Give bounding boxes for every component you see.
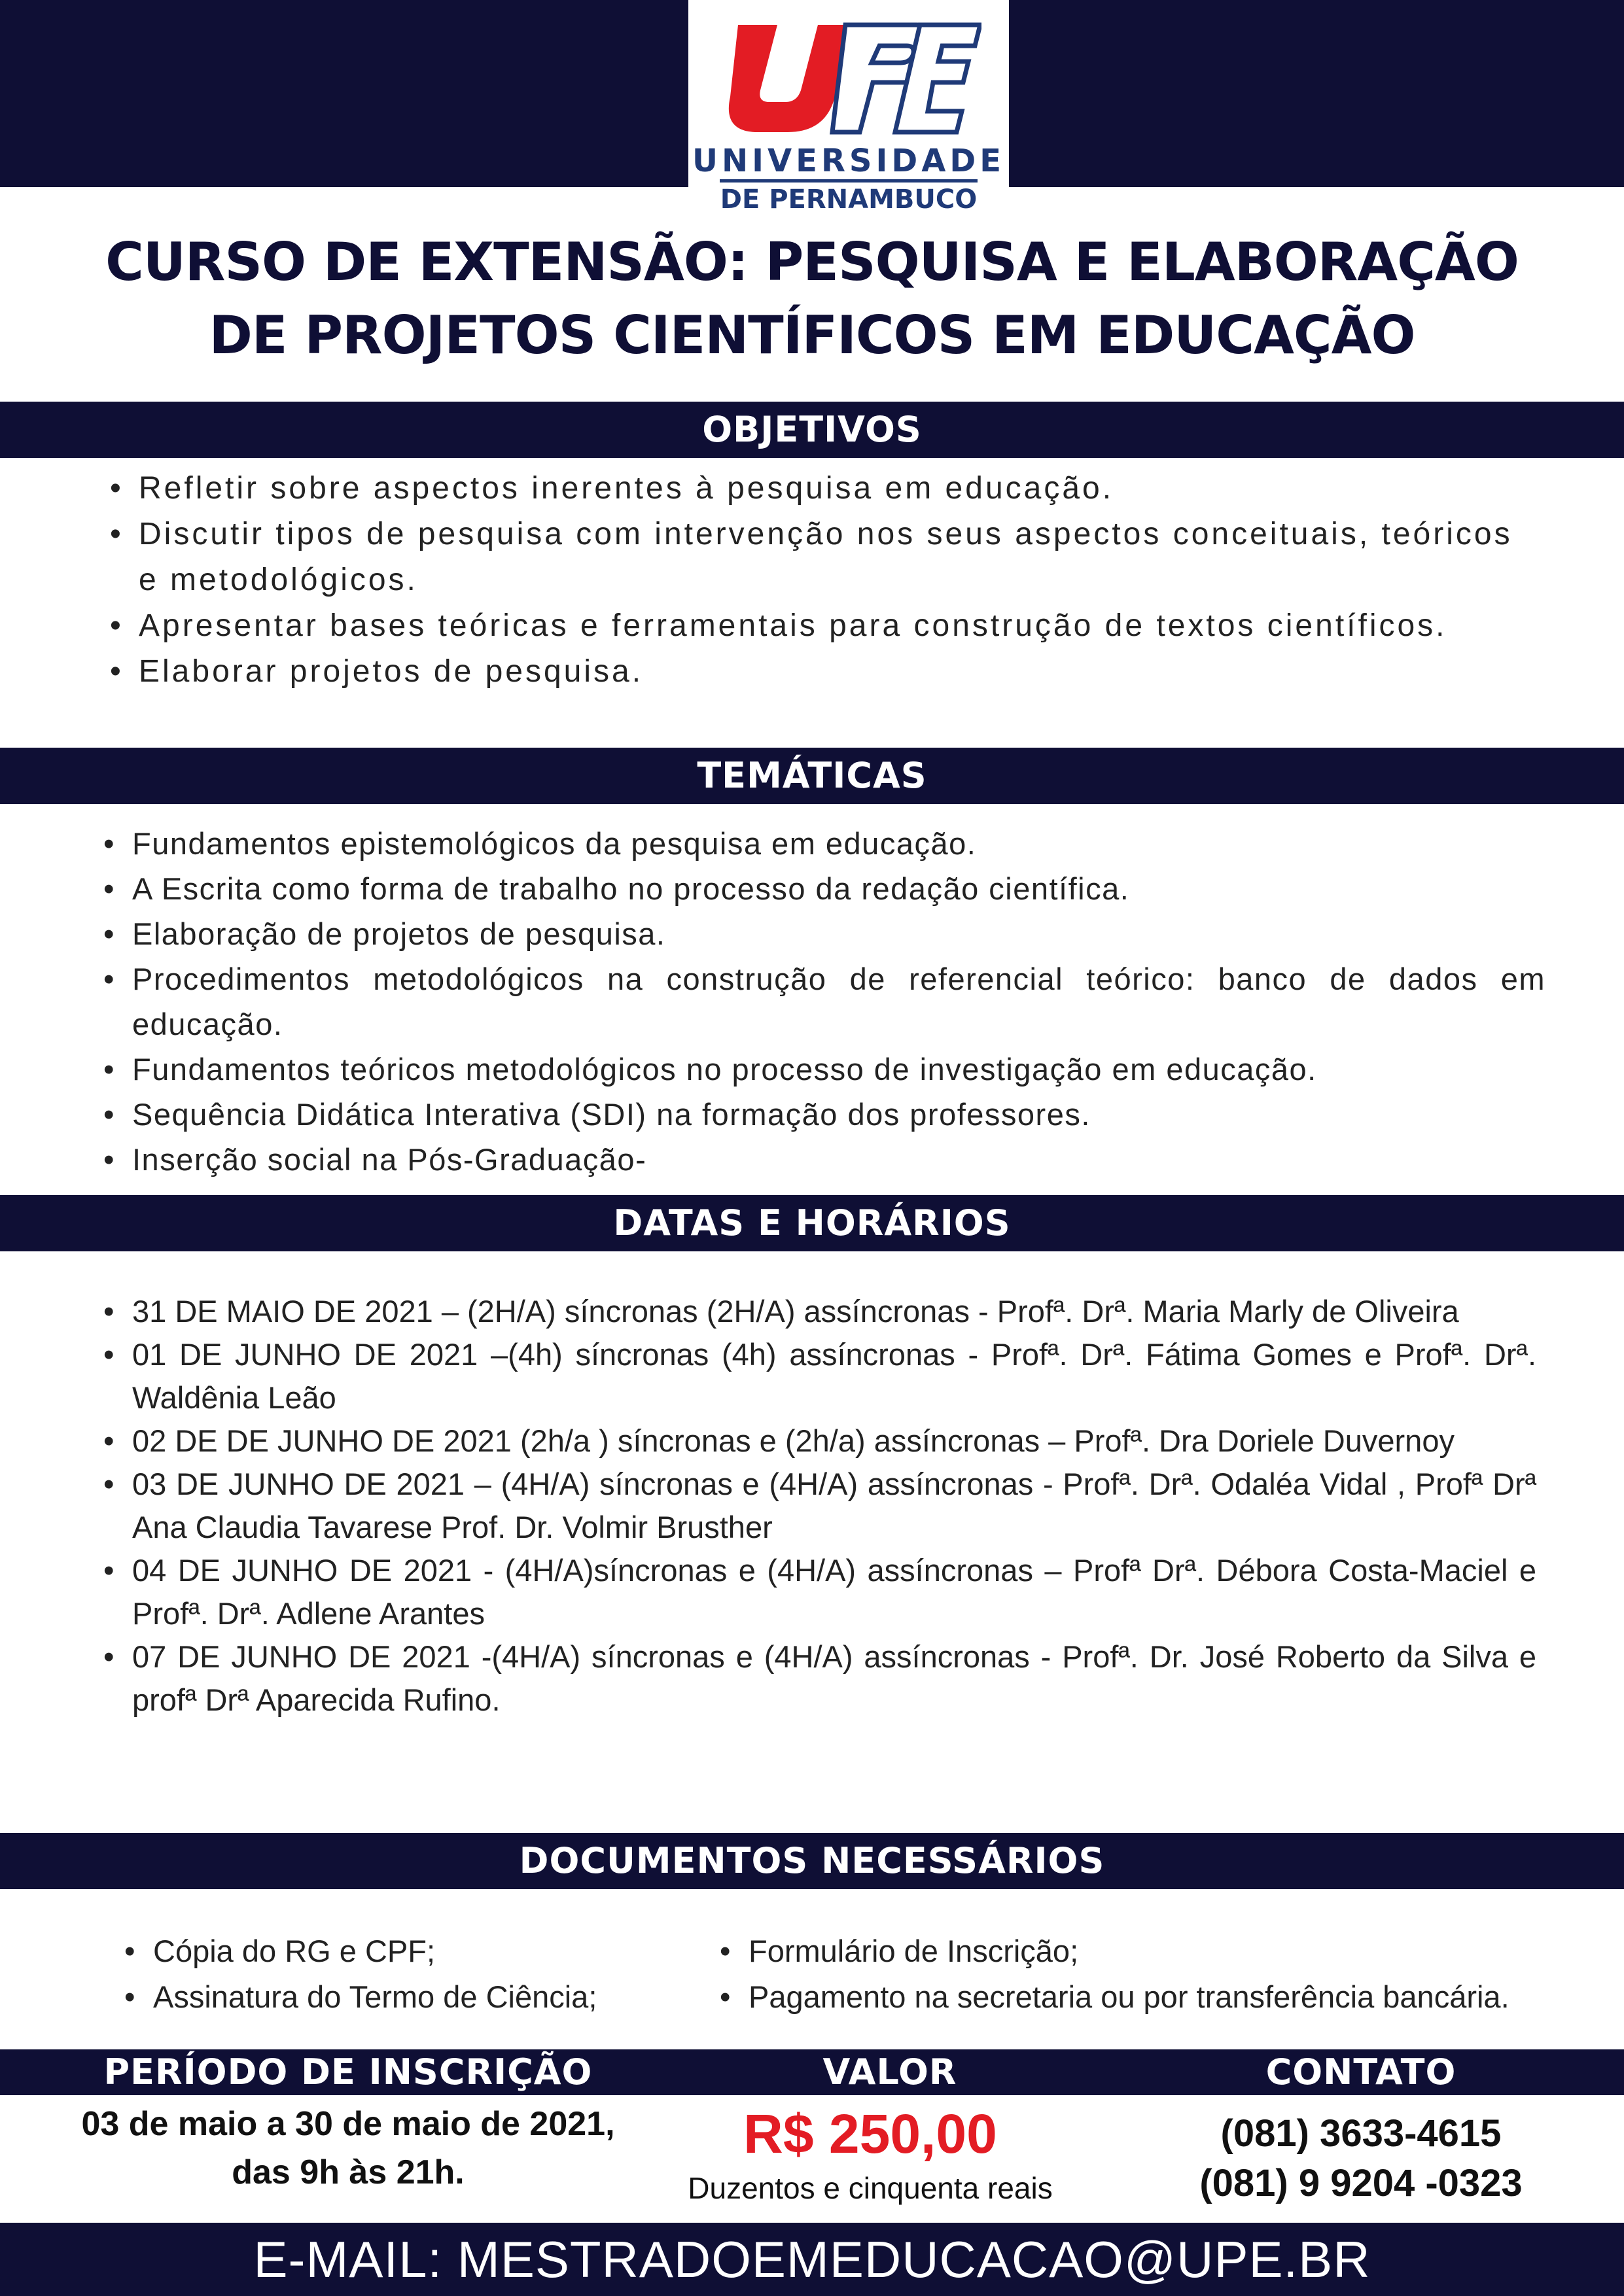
title-line-1: CURSO DE EXTENSÃO: PESQUISA E ELABORAÇÃO bbox=[105, 232, 1519, 292]
price-amount: R$ 250,00 bbox=[743, 2103, 997, 2165]
list-item: • Refletir sobre aspectos inerentes à pesquisa em educação. bbox=[139, 466, 1513, 512]
list-item: • Fundamentos epistemológicos da pesquisa em educação. bbox=[132, 821, 1545, 866]
contato-heading: CONTATO bbox=[1265, 2051, 1456, 2093]
list-item: • Apresentar bases teóricas e ferramentais para construção de textos científicos. bbox=[139, 603, 1513, 649]
section-band-datas bbox=[0, 1195, 1624, 1251]
periodo-heading: PERÍODO DE INSCRIÇÃO bbox=[103, 2051, 593, 2093]
phone-2: (081) 9 9204 -0323 bbox=[1199, 2162, 1523, 2204]
list-item: • Assinatura do Termo de Ciência; bbox=[153, 1974, 690, 2020]
logo-text-universidade: UNIVERSIDADE bbox=[692, 143, 1005, 179]
tematicas-list bbox=[132, 821, 1545, 1182]
list-item: • Elaborar projetos de pesquisa. bbox=[139, 649, 1513, 695]
section-band-tematicas bbox=[0, 748, 1624, 804]
page-title bbox=[39, 226, 1585, 372]
section-band-documentos bbox=[0, 1833, 1624, 1889]
info-band bbox=[0, 2049, 1624, 2095]
section-heading-datas: DATAS E HORÁRIOS bbox=[613, 1202, 1011, 1244]
section-heading-objetivos: OBJETIVOS bbox=[702, 409, 922, 450]
price-in-words: Duzentos e cinquenta reais bbox=[688, 2171, 1053, 2205]
periodo-dates bbox=[0, 2100, 696, 2197]
valor-heading: VALOR bbox=[822, 2051, 957, 2093]
periodo-line-2: das 9h às 21h. bbox=[232, 2153, 465, 2191]
objetivos-list bbox=[139, 466, 1513, 695]
list-item: • Inserção social na Pós-Graduação- bbox=[132, 1137, 1545, 1182]
datas-list bbox=[132, 1290, 1536, 1722]
list-item: • 02 DE DE JUNHO DE 2021 (2h/a ) síncronas e (2h/a) assíncronas – Profª. Dra Doriele Duvernoy bbox=[132, 1419, 1536, 1463]
upe-logo bbox=[688, 0, 1009, 215]
list-item: • Discutir tipos de pesquisa com intervenção nos seus aspectos conceituais, teóricos e metodológicos. bbox=[139, 512, 1513, 603]
section-heading-documentos: DOCUMENTOS NECESSÁRIOS bbox=[519, 1840, 1105, 1881]
phone-1: (081) 3633-4615 bbox=[1220, 2112, 1502, 2155]
list-item: • 01 DE JUNHO DE 2021 –(4h) síncronas (4h) assíncronas - Profª. Drª. Fátima Gomes e Profª. Drª. Waldênia Leão bbox=[132, 1333, 1536, 1419]
list-item: • A Escrita como forma de trabalho no processo da redação científica. bbox=[132, 866, 1545, 911]
logo-text-pernambuco: DE PERNAMBUCO bbox=[720, 184, 978, 215]
list-item: • Sequência Didática Interativa (SDI) na formação dos professores. bbox=[132, 1092, 1545, 1137]
contact-phones bbox=[1112, 2109, 1610, 2208]
list-item: • Cópia do RG e CPF; bbox=[153, 1928, 690, 1974]
list-item: • Pagamento na secretaria ou por transferência bancária. bbox=[749, 1974, 1599, 2020]
list-item: • 03 DE JUNHO DE 2021 – (4H/A) síncronas e (4H/A) assíncronas - Profª. Drª. Odaléa Vidal , Profª Drª Ana Claudia Tavarese Prof. Dr. Volmir Brusther bbox=[132, 1463, 1536, 1549]
periodo-line-1: 03 de maio a 30 de maio de 2021, bbox=[81, 2105, 615, 2143]
list-item: • Fundamentos teóricos metodológicos no processo de investigação em educação. bbox=[132, 1047, 1545, 1092]
logo-divider bbox=[720, 179, 978, 183]
upe-logo-mark bbox=[720, 20, 981, 137]
email-address: E-MAIL: MESTRADOEMEDUCACAO@UPE.BR bbox=[253, 2231, 1371, 2288]
list-item: • 04 DE JUNHO DE 2021 - (4H/A)síncronas e (4H/A) assíncronas – Profª Drª. Débora Costa-Maciel e Profª. Drª. Adlene Arantes bbox=[132, 1549, 1536, 1635]
email-footer bbox=[0, 2223, 1624, 2296]
documentos-list-left bbox=[153, 1928, 690, 2020]
list-item: • Procedimentos metodológicos na construção de referencial teórico: banco de dados em educação. bbox=[132, 956, 1545, 1047]
list-item: • Elaboração de projetos de pesquisa. bbox=[132, 911, 1545, 956]
section-heading-tematicas: TEMÁTICAS bbox=[697, 755, 927, 796]
list-item: • Formulário de Inscrição; bbox=[749, 1928, 1599, 1974]
list-item: • 07 DE JUNHO DE 2021 -(4H/A) síncronas e (4H/A) assíncronas - Profª. Dr. José Roberto da Silva e profª Drª Aparecida Rufino. bbox=[132, 1635, 1536, 1722]
list-item: • 31 DE MAIO DE 2021 – (2H/A) síncronas (2H/A) assíncronas - Profª. Drª. Maria Marly de Oliveira bbox=[132, 1290, 1536, 1333]
title-line-2: DE PROJETOS CIENTÍFICOS EM EDUCAÇÃO bbox=[209, 305, 1415, 366]
section-band-objetivos bbox=[0, 402, 1624, 458]
documentos-list-right bbox=[749, 1928, 1599, 2020]
